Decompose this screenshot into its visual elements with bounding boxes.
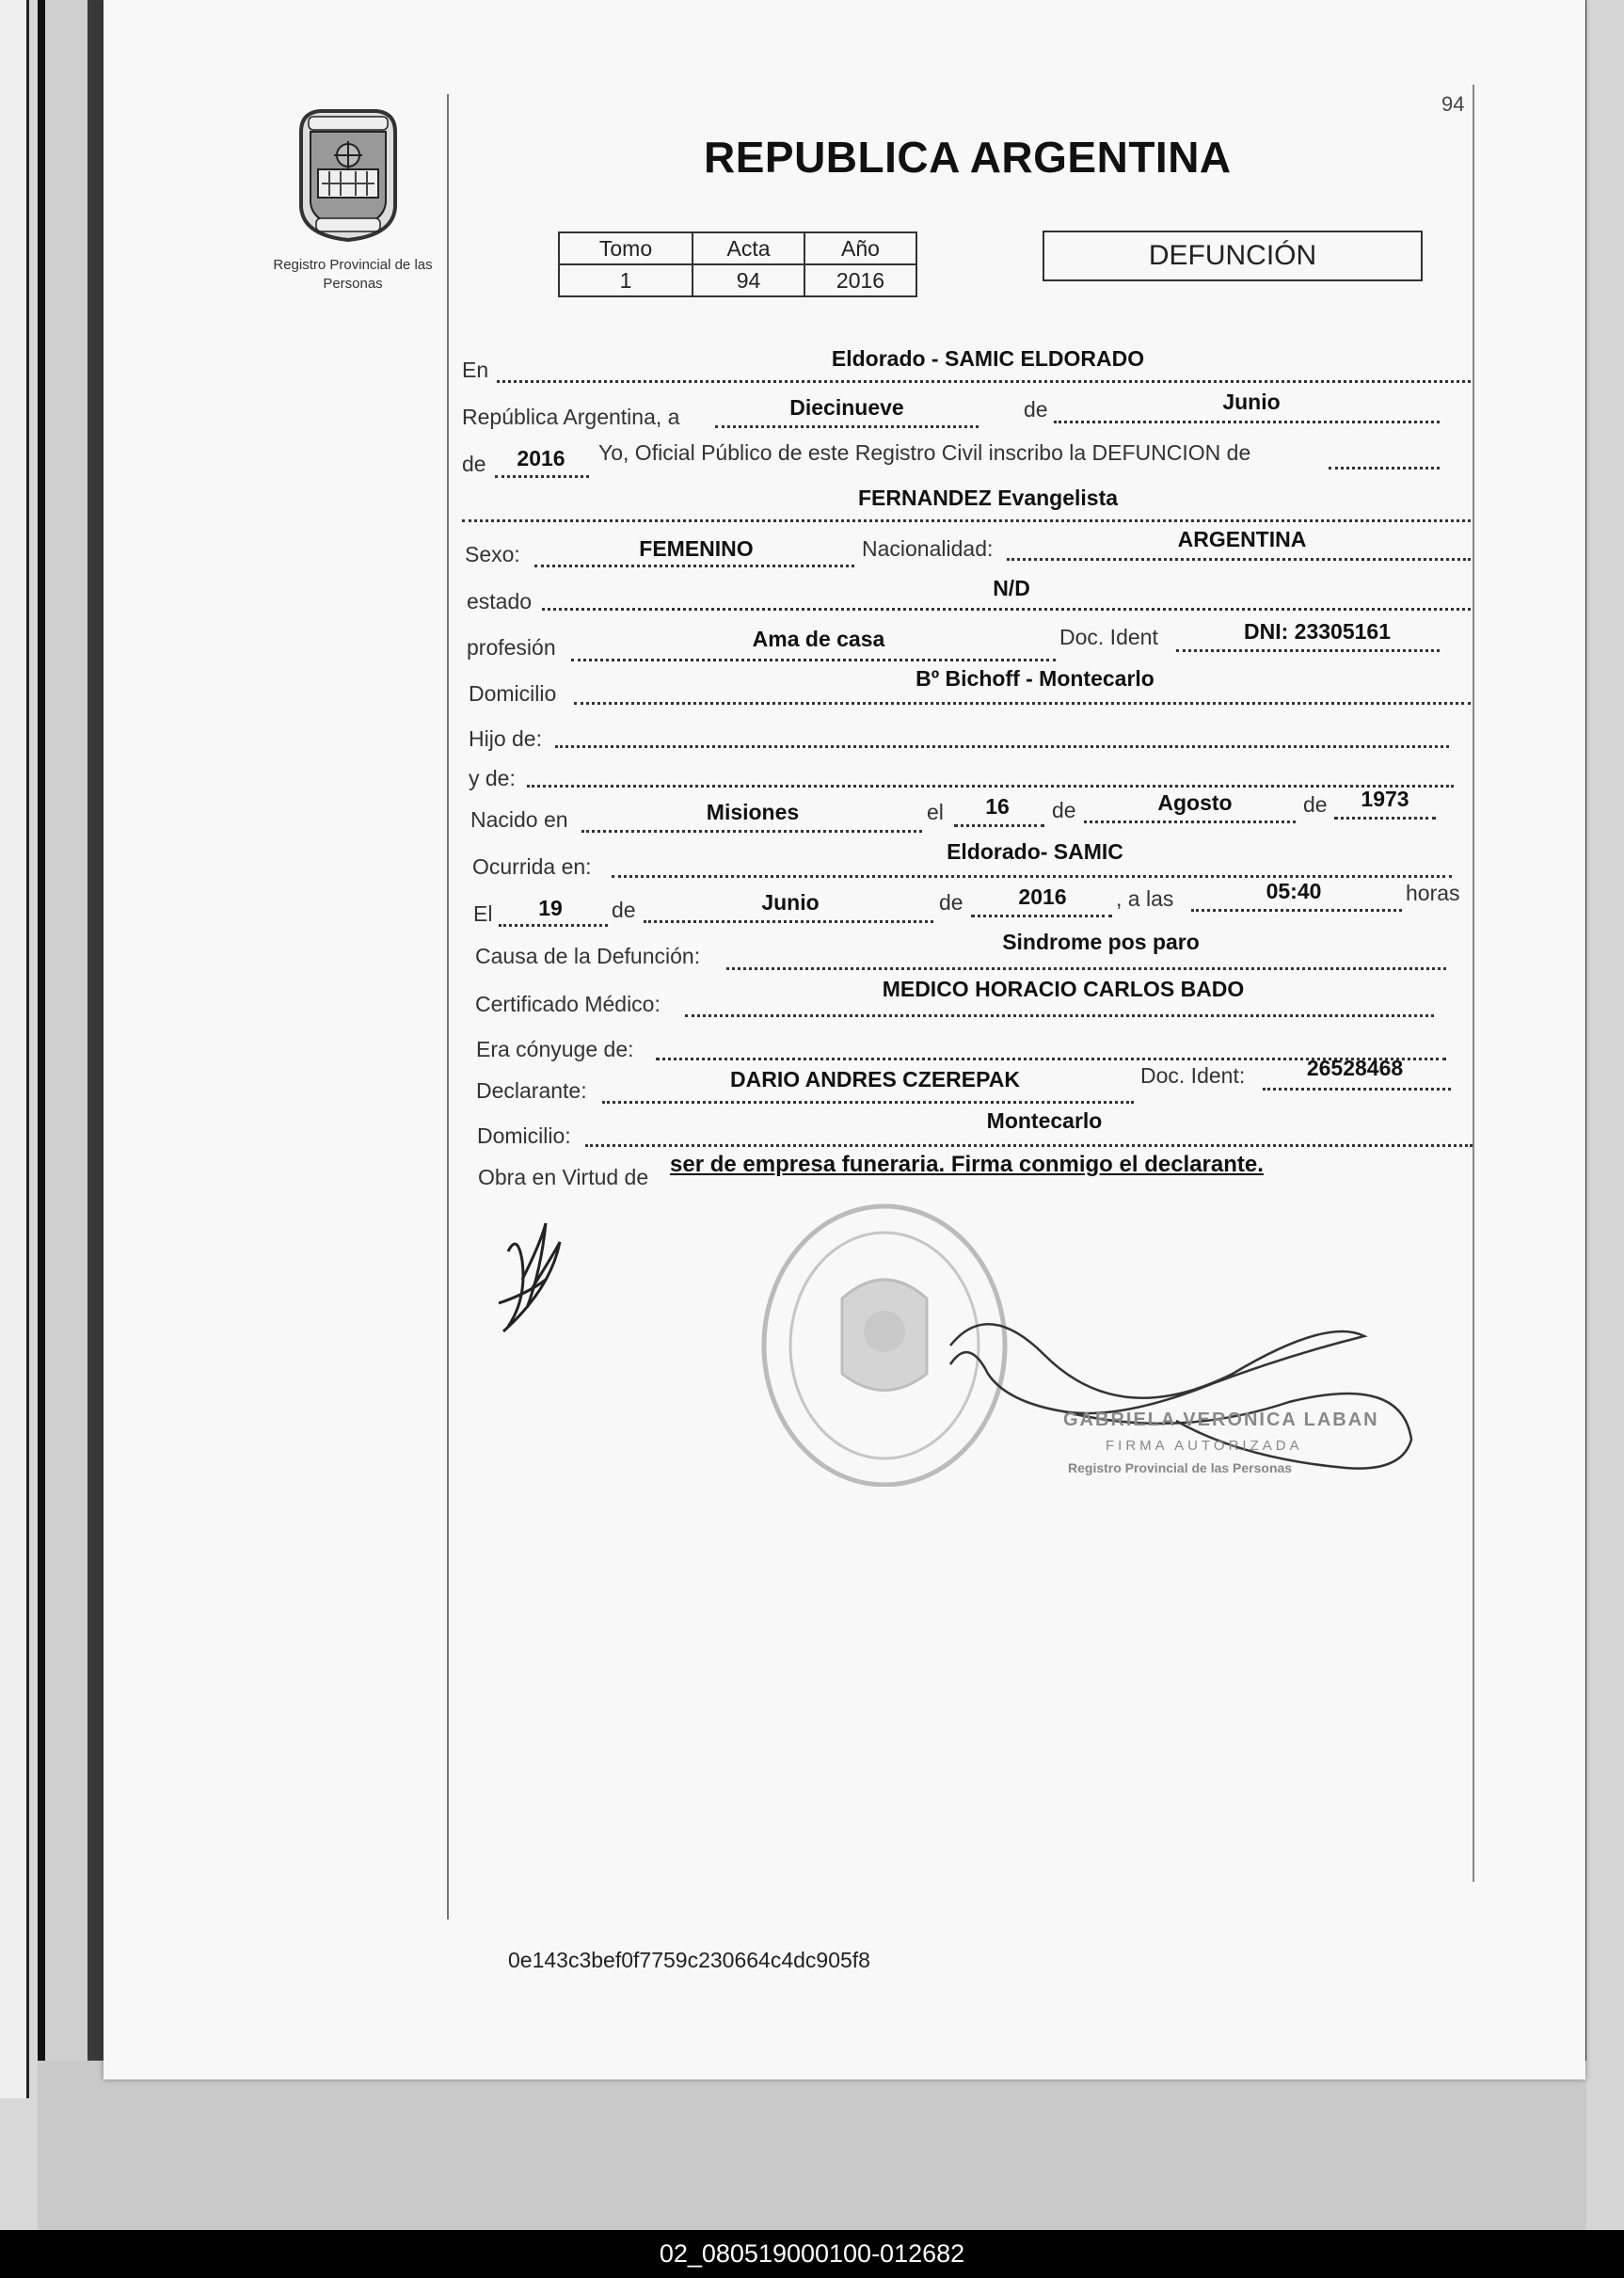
estado-label: estado bbox=[467, 589, 533, 613]
declarante-value: DARIO ANDRES CZEREPAK bbox=[730, 1067, 1020, 1091]
en-line bbox=[497, 380, 1471, 383]
causa-label: Causa de la Defunción: bbox=[475, 944, 701, 968]
domicilio-label-2: Domicilio: bbox=[477, 1123, 571, 1148]
profesion-line bbox=[571, 659, 1056, 661]
hora-value: 05:40 bbox=[1266, 879, 1322, 903]
background-right bbox=[1586, 0, 1624, 2230]
nacido-line bbox=[581, 830, 922, 833]
y-de-label: y de: bbox=[469, 766, 516, 790]
hora-line bbox=[1191, 909, 1402, 912]
obra-value: ser de empresa funeraria. Firma conmigo el declarante. bbox=[670, 1152, 1264, 1177]
domicilio-value-2: Montecarlo bbox=[986, 1108, 1103, 1133]
nombre-line bbox=[462, 519, 1471, 522]
doc-ident-label-2: Doc. Ident: bbox=[1140, 1063, 1246, 1088]
domicilio-label: Domicilio bbox=[469, 681, 557, 706]
margin-line-left bbox=[447, 94, 449, 1920]
declarante-label: Declarante: bbox=[476, 1078, 587, 1103]
nacido-value: Misiones bbox=[706, 800, 800, 824]
mes-value: Junio bbox=[1222, 390, 1281, 414]
de-label-1: de bbox=[1024, 397, 1048, 422]
certificado-label: Certificado Médico: bbox=[475, 992, 661, 1016]
el-label: el bbox=[927, 800, 944, 824]
domicilio-line-2 bbox=[585, 1144, 1473, 1147]
domicilio-value: Bº Bichoff - Montecarlo bbox=[915, 666, 1154, 691]
ocurrida-value: Eldorado- SAMIC bbox=[947, 839, 1123, 864]
profesion-label: profesión bbox=[467, 635, 556, 660]
hijo-line bbox=[555, 745, 1449, 748]
anio-line bbox=[495, 475, 589, 478]
document-type-box: DEFUNCIÓN bbox=[1043, 231, 1423, 281]
misiones-seal-icon bbox=[282, 104, 414, 245]
table-value-acta: 94 bbox=[693, 264, 804, 296]
profesion-value: Ama de casa bbox=[752, 627, 885, 651]
page-number: 94 bbox=[1441, 92, 1465, 116]
table-value-tomo: 1 bbox=[559, 264, 693, 296]
yo-line bbox=[1329, 467, 1440, 470]
nac-anio-value: 1973 bbox=[1361, 787, 1409, 811]
y-de-line bbox=[527, 785, 1454, 788]
certificado-value: MEDICO HORACIO CARLOS BADO bbox=[882, 977, 1245, 1001]
en-label: En bbox=[462, 358, 489, 382]
table-header-anio: Año bbox=[804, 232, 916, 264]
registro-provincial-label: Registro Provincial de las Personas bbox=[273, 257, 433, 292]
nacionalidad-label: Nacionalidad: bbox=[862, 536, 994, 561]
handwritten-signature-1 bbox=[489, 1214, 574, 1346]
table-header-row bbox=[559, 232, 916, 264]
domicilio-line bbox=[574, 702, 1471, 705]
footer-id-bar: 02_080519000100-012682 bbox=[0, 2230, 1624, 2278]
nac-dia-line bbox=[954, 824, 1044, 827]
def-dia-value: 19 bbox=[538, 896, 563, 920]
mes-line bbox=[1054, 421, 1440, 423]
doc-ident-value-2: 26528468 bbox=[1306, 1056, 1404, 1080]
table-value-anio: 2016 bbox=[804, 264, 916, 296]
causa-value: Sindrome pos paro bbox=[1002, 930, 1200, 954]
republica-label: República Argentina, a bbox=[462, 405, 680, 429]
de-label-3: de bbox=[1052, 798, 1076, 822]
de-label-6: de bbox=[939, 890, 963, 915]
background-bottom bbox=[38, 2061, 1624, 2230]
dia-line bbox=[715, 425, 979, 428]
ocurrida-line bbox=[612, 875, 1452, 878]
def-mes-value: Junio bbox=[761, 890, 820, 915]
tomo-acta-anio-table bbox=[558, 231, 917, 297]
table-header-tomo: Tomo bbox=[559, 232, 693, 264]
signature-registro: Registro Provincial de las Personas bbox=[1068, 1460, 1293, 1475]
nombre-value: FERNANDEZ Evangelista bbox=[857, 486, 1119, 510]
margin-line-right bbox=[1473, 85, 1474, 1882]
document-paper bbox=[103, 0, 1585, 2079]
signature-role: FIRMA AUTORIZADA bbox=[1106, 1438, 1303, 1454]
declarante-line bbox=[602, 1101, 1134, 1104]
table-header-acta: Acta bbox=[693, 232, 804, 264]
signature-name: GABRIELA VERONICA LABAN bbox=[1063, 1410, 1379, 1430]
certificado-line bbox=[685, 1014, 1434, 1017]
doc-ident-line-2 bbox=[1263, 1088, 1451, 1091]
nac-anio-line bbox=[1334, 817, 1436, 820]
document-hash: 0e143c3bef0f7759c230664c4dc905f8 bbox=[508, 1948, 870, 1972]
en-value: Eldorado - SAMIC ELDORADO bbox=[831, 346, 1145, 371]
yo-text: Yo, Oficial Público de este Registro Civil inscribo la DEFUNCION de bbox=[598, 440, 1251, 465]
estado-line bbox=[542, 608, 1471, 611]
obra-label: Obra en Virtud de bbox=[478, 1165, 649, 1189]
de-label-5: de bbox=[612, 898, 636, 922]
sexo-line bbox=[534, 565, 854, 567]
def-anio-value: 2016 bbox=[1018, 884, 1067, 909]
nac-dia-value: 16 bbox=[985, 794, 1010, 819]
el-label-2: El bbox=[473, 901, 493, 926]
anio-value: 2016 bbox=[517, 446, 565, 470]
ocurrida-label: Ocurrida en: bbox=[472, 854, 592, 879]
nacido-label: Nacido en bbox=[470, 807, 568, 832]
def-mes-line bbox=[644, 920, 933, 923]
doc-ident-value: DNI: 23305161 bbox=[1244, 619, 1391, 644]
doc-ident-label: Doc. Ident bbox=[1059, 625, 1158, 649]
sexo-value: FEMENINO bbox=[639, 536, 754, 561]
dia-value: Diecinueve bbox=[789, 395, 904, 420]
nacionalidad-value: ARGENTINA bbox=[1177, 527, 1307, 551]
hijo-label: Hijo de: bbox=[469, 726, 542, 751]
causa-line bbox=[726, 967, 1446, 970]
estado-value: N/D bbox=[993, 576, 1030, 600]
sexo-label: Sexo: bbox=[465, 542, 520, 566]
background-left-sheet bbox=[0, 0, 29, 2098]
horas-label: horas bbox=[1406, 881, 1460, 905]
nac-mes-value: Agosto bbox=[1157, 790, 1233, 815]
nacionalidad-line bbox=[1007, 558, 1471, 561]
page-title: REPUBLICA ARGENTINA bbox=[704, 133, 1232, 182]
def-dia-line bbox=[499, 924, 608, 927]
def-anio-line bbox=[971, 915, 1112, 917]
table-value-row bbox=[559, 264, 916, 296]
conyuge-label: Era cónyuge de: bbox=[476, 1037, 634, 1061]
handwritten-signature-2 bbox=[931, 1298, 1421, 1487]
doc-ident-line bbox=[1176, 649, 1440, 652]
de-label-2: de bbox=[462, 452, 486, 476]
nac-mes-line bbox=[1084, 820, 1296, 823]
background-strip bbox=[38, 0, 88, 2230]
a-las-label: , a las bbox=[1116, 886, 1174, 911]
de-label-4: de bbox=[1303, 792, 1328, 817]
